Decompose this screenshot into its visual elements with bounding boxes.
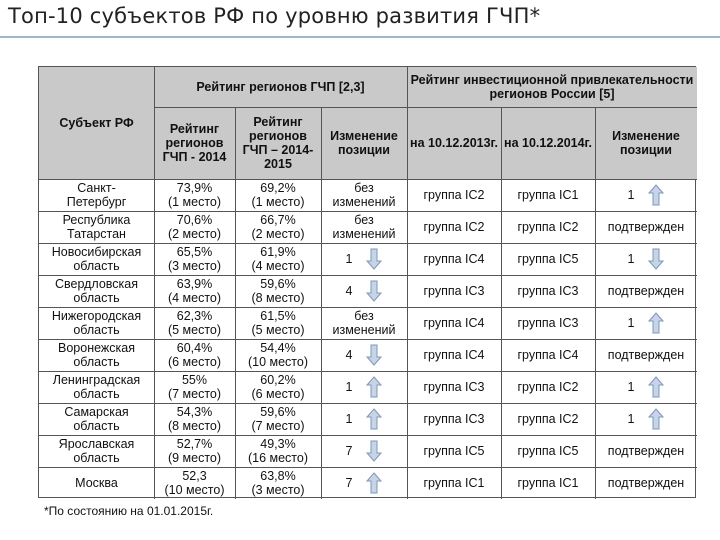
arrow-down-icon — [648, 248, 664, 270]
rating-2014-line: 60,4% — [176, 341, 213, 355]
arrow-down-icon — [366, 344, 382, 366]
region-name-line: Петербург — [66, 195, 127, 209]
inv-2013-value: группа IC3 — [423, 380, 485, 394]
region-name-line: Воронежская — [58, 341, 135, 355]
ppp-change-line: без — [354, 213, 374, 227]
header-ppp-2014-2015 — [235, 107, 321, 179]
rating-2014 — [154, 307, 235, 339]
inv-2014-value: группа IC2 — [517, 220, 579, 234]
rating-2014-2015-line: (16 место) — [247, 451, 309, 465]
rating-2014-line: (10 место) — [164, 483, 225, 497]
rating-2014-2015-line: (2 место) — [251, 227, 305, 241]
rating-2014-2015-line: 61,9% — [260, 245, 296, 259]
rating-2014-2015-line: (4 место) — [251, 259, 305, 273]
inv-position-change — [595, 307, 697, 339]
arrow-down-icon — [366, 440, 382, 462]
rating-2014-2015 — [235, 371, 321, 403]
rating-2014 — [154, 211, 235, 243]
ppp-position-change — [321, 179, 407, 211]
inv-2014-value: группа IC2 — [517, 412, 579, 426]
arrow-up-icon — [648, 408, 664, 430]
inv-2013-value: группа IC5 — [423, 444, 485, 458]
inv-position-change — [595, 339, 697, 371]
rating-2014-2015-line: (5 место) — [251, 323, 305, 337]
inv-group-2014 — [501, 371, 595, 403]
header-ppp-group-text: Рейтинг регионов ГЧП [2,3] — [196, 80, 365, 94]
ppp-position-change — [321, 371, 407, 403]
rating-2014-2015 — [235, 211, 321, 243]
rating-2014 — [154, 243, 235, 275]
rating-2014-line: (3 место) — [167, 259, 222, 273]
rating-2014-line: (2 место) — [167, 227, 222, 241]
inv-group-2014 — [501, 467, 595, 499]
region-name-line: Республика — [62, 213, 131, 227]
inv-position-change — [595, 371, 697, 403]
region-name — [39, 435, 154, 467]
rating-2014-2015-line: 54,4% — [260, 341, 296, 355]
rating-2014-2015-line: (7 место) — [251, 419, 305, 433]
region-name-line: область — [73, 323, 120, 337]
inv-group-2014 — [501, 339, 595, 371]
ppp-change-value: 4 — [345, 284, 353, 298]
region-name-line: область — [73, 355, 120, 369]
rating-2014-2015 — [235, 275, 321, 307]
region-name-line: Татарстан — [67, 227, 126, 241]
inv-2014-value: группа IC1 — [517, 188, 579, 202]
region-name-line: область — [73, 259, 120, 273]
inv-position-change — [595, 179, 697, 211]
rating-2014-line: (7 место) — [167, 387, 222, 401]
ppp-change-line: без — [354, 309, 374, 323]
ppp-change-value: 1 — [345, 252, 353, 266]
inv-group-2013 — [407, 275, 501, 307]
inv-group-2014 — [501, 307, 595, 339]
region-name — [39, 403, 154, 435]
region-name — [39, 179, 154, 211]
rating-2014-2015-line: 61,5% — [260, 309, 296, 323]
inv-2013-value: группа IC3 — [423, 284, 485, 298]
inv-group-2013 — [407, 307, 501, 339]
inv-position-change — [595, 243, 697, 275]
rating-2014-2015 — [235, 339, 321, 371]
header-divider — [154, 107, 407, 108]
inv-2013-value: группа IC3 — [423, 412, 485, 426]
region-name — [39, 307, 154, 339]
arrow-up-icon — [366, 376, 382, 398]
rating-2014-2015-line: 63,8% — [260, 469, 296, 483]
ppp-change-value: 1 — [345, 380, 353, 394]
inv-group-2013 — [407, 243, 501, 275]
header-inv-group — [407, 67, 697, 107]
rating-2014-2015 — [235, 179, 321, 211]
arrow-up-icon — [366, 472, 382, 494]
region-name-line: Свердловская — [54, 277, 139, 291]
inv-2014-value: группа IC2 — [517, 380, 579, 394]
arrow-up-icon — [648, 312, 664, 334]
rating-2014-2015 — [235, 403, 321, 435]
arrow-up-icon — [648, 184, 664, 206]
rating-2014-2015-line: 69,2% — [260, 181, 296, 195]
header-inv-2013 — [407, 107, 501, 179]
rating-2014-2015-line: (1 место) — [251, 195, 305, 209]
page-title: Топ-10 субъектов РФ по уровню развития ГЧП* — [8, 4, 541, 28]
inv-position-change — [595, 275, 697, 307]
inv-group-2013 — [407, 179, 501, 211]
ppp-position-change — [321, 435, 407, 467]
ppp-position-change — [321, 211, 407, 243]
inv-group-2013 — [407, 467, 501, 499]
inv-change-value: подтвержден — [607, 220, 685, 234]
rating-2014-2015 — [235, 307, 321, 339]
region-name — [39, 467, 154, 499]
rating-2014 — [154, 371, 235, 403]
ppp-position-change — [321, 403, 407, 435]
header-ppp-change-text: Изменение позиции — [330, 129, 398, 157]
rating-table — [38, 66, 696, 498]
region-name-line: Ярославская — [58, 437, 135, 451]
rating-2014-2015-line: (6 место) — [251, 387, 305, 401]
region-name-line: область — [73, 451, 120, 465]
rating-2014-line: 52,3 — [182, 469, 207, 483]
rating-2014-line: 55% — [181, 373, 208, 387]
rating-2014-line: (4 место) — [167, 291, 222, 305]
inv-change-value: подтвержден — [607, 284, 685, 298]
inv-position-change — [595, 467, 697, 499]
region-name-line: Санкт- — [77, 181, 116, 195]
inv-change-value: 1 — [627, 380, 635, 394]
region-name-line: область — [73, 419, 120, 433]
ppp-position-change — [321, 275, 407, 307]
region-name-line: Нижегородская — [51, 309, 142, 323]
rating-2014-2015-line: (3 место) — [251, 483, 305, 497]
inv-group-2013 — [407, 211, 501, 243]
rating-2014 — [154, 435, 235, 467]
ppp-position-change — [321, 339, 407, 371]
inv-change-value: 1 — [627, 252, 635, 266]
inv-change-value: подтвержден — [607, 348, 685, 362]
rating-2014-line: 54,3% — [176, 405, 213, 419]
rating-2014 — [154, 339, 235, 371]
ppp-change-line: изменений — [332, 195, 396, 209]
rating-2014-2015-line: (10 место) — [247, 355, 309, 369]
header-inv-change-text: Изменение позиции — [612, 129, 680, 157]
inv-2014-value: группа IC5 — [517, 252, 579, 266]
inv-group-2014 — [501, 403, 595, 435]
region-name-line: область — [73, 387, 120, 401]
rating-2014-line: (5 место) — [167, 323, 222, 337]
region-name-line: Ленинградская — [52, 373, 141, 387]
inv-2013-value: группа IC1 — [423, 476, 485, 490]
header-inv-2014-text: на 10.12.2014г. — [504, 136, 592, 150]
rating-2014-line: (8 место) — [167, 419, 222, 433]
arrow-down-icon — [366, 280, 382, 302]
inv-group-2013 — [407, 435, 501, 467]
inv-2014-value: группа IC1 — [517, 476, 579, 490]
arrow-up-icon — [366, 408, 382, 430]
rating-2014 — [154, 275, 235, 307]
inv-2013-value: группа IC4 — [423, 316, 485, 330]
rating-2014-line: 62,3% — [176, 309, 213, 323]
inv-2013-value: группа IC2 — [423, 220, 485, 234]
inv-position-change — [595, 211, 697, 243]
inv-position-change — [595, 403, 697, 435]
ppp-position-change — [321, 467, 407, 499]
rating-2014-2015-line: 49,3% — [260, 437, 296, 451]
inv-2014-value: группа IC4 — [517, 348, 579, 362]
inv-group-2013 — [407, 339, 501, 371]
arrow-up-icon — [648, 376, 664, 398]
header-inv-2013-text: на 10.12.2013г. — [410, 136, 498, 150]
inv-group-2013 — [407, 403, 501, 435]
rating-2014-line: (6 место) — [167, 355, 222, 369]
header-divider — [407, 107, 697, 108]
region-name-line: Москва — [75, 476, 118, 490]
inv-change-value: 1 — [627, 188, 635, 202]
rating-2014-line: 65,5% — [176, 245, 213, 259]
rating-2014-2015-line: 59,6% — [260, 405, 296, 419]
rating-2014-2015-line: 59,6% — [260, 277, 296, 291]
region-name — [39, 275, 154, 307]
header-inv-change — [595, 107, 697, 179]
ppp-change-line: без — [354, 181, 374, 195]
inv-group-2014 — [501, 179, 595, 211]
arrow-down-icon — [366, 248, 382, 270]
ppp-change-value: 7 — [345, 476, 353, 490]
ppp-position-change — [321, 243, 407, 275]
inv-2014-value: группа IC5 — [517, 444, 579, 458]
title-underline — [0, 36, 720, 38]
inv-group-2014 — [501, 243, 595, 275]
rating-2014-line: 52,7% — [176, 437, 213, 451]
rating-2014-2015-line: 60,2% — [260, 373, 296, 387]
header-subject — [39, 67, 154, 179]
header-ppp-group — [154, 67, 407, 107]
header-ppp-2014 — [154, 107, 235, 179]
rating-2014 — [154, 403, 235, 435]
inv-2013-value: группа IC4 — [423, 348, 485, 362]
header-ppp-change — [321, 107, 407, 179]
ppp-position-change — [321, 307, 407, 339]
inv-change-value: 1 — [627, 412, 635, 426]
rating-2014-2015 — [235, 243, 321, 275]
rating-2014-line: (9 место) — [167, 451, 222, 465]
ppp-change-line: изменений — [332, 227, 396, 241]
region-name-line: область — [73, 291, 120, 305]
region-name — [39, 339, 154, 371]
header-subject-text: Субъект РФ — [59, 116, 134, 130]
region-name-line: Самарская — [64, 405, 129, 419]
inv-group-2013 — [407, 371, 501, 403]
inv-position-change — [595, 435, 697, 467]
inv-2013-value: группа IC4 — [423, 252, 485, 266]
inv-group-2014 — [501, 211, 595, 243]
rating-2014-line: (1 место) — [167, 195, 222, 209]
header-ppp-2014-2015-text: Рейтинг регионов ГЧП – 2014-2015 — [242, 115, 314, 171]
rating-2014 — [154, 179, 235, 211]
inv-change-value: подтвержден — [607, 476, 685, 490]
inv-2013-value: группа IC2 — [423, 188, 485, 202]
region-name — [39, 211, 154, 243]
rating-2014-line: 70,6% — [176, 213, 213, 227]
rating-2014-line: 73,9% — [176, 181, 213, 195]
inv-change-value: подтвержден — [607, 444, 685, 458]
rating-2014 — [154, 467, 235, 499]
header-inv-group-text: Рейтинг инвестиционной привлекательности регионов России [5] — [410, 73, 694, 101]
inv-group-2014 — [501, 435, 595, 467]
region-name — [39, 371, 154, 403]
inv-2014-value: группа IC3 — [517, 284, 579, 298]
footnote: *По состоянию на 01.01.2015г. — [44, 504, 214, 518]
inv-2014-value: группа IC3 — [517, 316, 579, 330]
inv-group-2014 — [501, 275, 595, 307]
rating-2014-2015-line: 66,7% — [260, 213, 296, 227]
rating-2014-2015 — [235, 435, 321, 467]
inv-change-value: 1 — [627, 316, 635, 330]
rating-2014-2015-line: (8 место) — [251, 291, 305, 305]
header-inv-2014 — [501, 107, 595, 179]
ppp-change-value: 4 — [345, 348, 353, 362]
region-name — [39, 243, 154, 275]
rating-2014-2015 — [235, 467, 321, 499]
rating-2014-line: 63,9% — [176, 277, 213, 291]
region-name-line: Новосибирская — [51, 245, 142, 259]
header-ppp-2014-text: Рейтинг регионов ГЧП - 2014 — [162, 122, 227, 164]
ppp-change-line: изменений — [332, 323, 396, 337]
ppp-change-value: 7 — [345, 444, 353, 458]
ppp-change-value: 1 — [345, 412, 353, 426]
